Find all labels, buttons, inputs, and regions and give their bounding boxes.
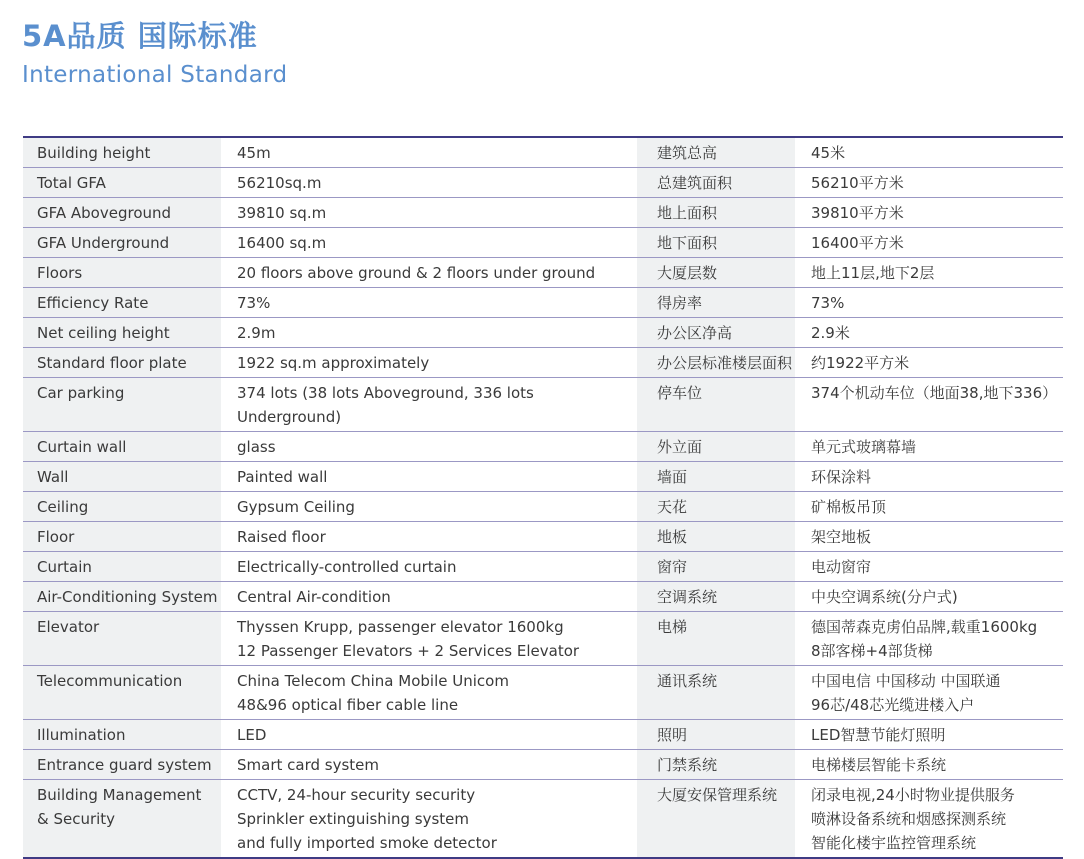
cell-label-en: GFA Underground	[23, 228, 221, 257]
cell-label-cn: 总建筑面积	[637, 168, 795, 197]
table-row	[23, 138, 1063, 168]
cell-label-en: GFA Aboveground	[23, 198, 221, 227]
cell-label-cn: 建筑总高	[637, 138, 795, 167]
header	[22, 16, 287, 91]
cell-value-cn: 德国蒂森克虏伯品牌,载重1600kg 8部客梯+4部货梯	[795, 612, 1063, 665]
table-row	[23, 198, 1063, 228]
table-row	[23, 522, 1063, 552]
cell-value-en: LED	[221, 720, 637, 749]
cell-value-en: Raised floor	[221, 522, 637, 551]
cell-value-en: Electrically-controlled curtain	[221, 552, 637, 581]
cell-label-en: Wall	[23, 462, 221, 491]
cell-value-en: 1922 sq.m approximately	[221, 348, 637, 377]
cell-label-en: Curtain wall	[23, 432, 221, 461]
table-row	[23, 258, 1063, 288]
cell-value-en: 16400 sq.m	[221, 228, 637, 257]
cell-value-cn: 地上11层,地下2层	[795, 258, 1063, 287]
cell-label-en: Curtain	[23, 552, 221, 581]
cell-label-en: Ceiling	[23, 492, 221, 521]
table-row	[23, 492, 1063, 522]
cell-value-en: China Telecom China Mobile Unicom 48&96 optical fiber cable line	[221, 666, 637, 719]
cell-value-en: 39810 sq.m	[221, 198, 637, 227]
cell-label-cn: 门禁系统	[637, 750, 795, 779]
cell-label-cn: 照明	[637, 720, 795, 749]
table-row	[23, 780, 1063, 857]
table-row	[23, 666, 1063, 720]
cell-value-cn: 矿棉板吊顶	[795, 492, 1063, 521]
cell-value-en: Painted wall	[221, 462, 637, 491]
cell-label-cn: 窗帘	[637, 552, 795, 581]
cell-value-cn: 45米	[795, 138, 1063, 167]
cell-value-cn: 2.9米	[795, 318, 1063, 347]
cell-value-en: 20 floors above ground & 2 floors under ground	[221, 258, 637, 287]
cell-value-en: 2.9m	[221, 318, 637, 347]
table-row	[23, 168, 1063, 198]
cell-value-cn: 环保涂料	[795, 462, 1063, 491]
cell-value-cn: 电动窗帘	[795, 552, 1063, 581]
cell-value-en: 73%	[221, 288, 637, 317]
cell-label-en: Telecommunication	[23, 666, 221, 719]
cell-value-cn: 中央空调系统(分户式)	[795, 582, 1063, 611]
cell-label-cn: 墙面	[637, 462, 795, 491]
cell-label-en: Illumination	[23, 720, 221, 749]
cell-value-en: Thyssen Krupp, passenger elevator 1600kg 12 Passenger Elevators + 2 Services Elevator	[221, 612, 637, 665]
table-row	[23, 552, 1063, 582]
cell-value-en: Gypsum Ceiling	[221, 492, 637, 521]
table-row	[23, 720, 1063, 750]
cell-value-en: 45m	[221, 138, 637, 167]
cell-label-en: Efficiency Rate	[23, 288, 221, 317]
cell-label-en: Building Management & Security	[23, 780, 221, 857]
table-row	[23, 612, 1063, 666]
cell-value-cn: 56210平方米	[795, 168, 1063, 197]
cell-label-cn: 地板	[637, 522, 795, 551]
cell-label-cn: 外立面	[637, 432, 795, 461]
cell-value-cn: 闭录电视,24小时物业提供服务 喷淋设备系统和烟感探测系统 智能化楼宇监控管理系统	[795, 780, 1063, 857]
cell-value-en: Central Air-condition	[221, 582, 637, 611]
table-row	[23, 582, 1063, 612]
cell-label-en: Car parking	[23, 378, 221, 431]
cell-label-cn: 大厦安保管理系统	[637, 780, 795, 857]
cell-label-en: Building height	[23, 138, 221, 167]
cell-value-cn: LED智慧节能灯照明	[795, 720, 1063, 749]
cell-label-en: Standard floor plate	[23, 348, 221, 377]
table-row	[23, 228, 1063, 258]
table-row	[23, 432, 1063, 462]
page-title: 5A品质 国际标准	[22, 19, 258, 53]
table-row	[23, 348, 1063, 378]
cell-value-en: CCTV, 24-hour security security Sprinkler extinguishing system and fully imported smoke detector	[221, 780, 637, 857]
cell-value-cn: 374个机动车位（地面38,地下336）	[795, 378, 1063, 431]
table-row	[23, 462, 1063, 492]
cell-value-cn: 16400平方米	[795, 228, 1063, 257]
cell-label-en: Floors	[23, 258, 221, 287]
cell-label-cn: 得房率	[637, 288, 795, 317]
table-row	[23, 378, 1063, 432]
cell-label-cn: 电梯	[637, 612, 795, 665]
cell-label-en: Floor	[23, 522, 221, 551]
cell-label-en: Total GFA	[23, 168, 221, 197]
cell-label-cn: 通讯系统	[637, 666, 795, 719]
cell-label-cn: 大厦层数	[637, 258, 795, 287]
cell-value-cn: 39810平方米	[795, 198, 1063, 227]
cell-value-cn: 电梯楼层智能卡系统	[795, 750, 1063, 779]
cell-label-en: Air-Conditioning System	[23, 582, 221, 611]
cell-label-cn: 办公区净高	[637, 318, 795, 347]
cell-value-en: glass	[221, 432, 637, 461]
cell-value-cn: 中国电信 中国移动 中国联通 96芯/48芯光缆进楼入户	[795, 666, 1063, 719]
table-row	[23, 750, 1063, 780]
cell-value-en: Smart card system	[221, 750, 637, 779]
cell-value-en: 374 lots (38 lots Aboveground, 336 lots Underground)	[221, 378, 637, 431]
table-row	[23, 318, 1063, 348]
cell-value-en: 56210sq.m	[221, 168, 637, 197]
cell-label-cn: 天花	[637, 492, 795, 521]
cell-value-cn: 约1922平方米	[795, 348, 1063, 377]
cell-label-en: Elevator	[23, 612, 221, 665]
cell-value-cn: 单元式玻璃幕墙	[795, 432, 1063, 461]
cell-value-cn: 架空地板	[795, 522, 1063, 551]
table-row	[23, 288, 1063, 318]
cell-label-cn: 空调系统	[637, 582, 795, 611]
cell-label-cn: 地下面积	[637, 228, 795, 257]
cell-label-cn: 地上面积	[637, 198, 795, 227]
cell-value-cn: 73%	[795, 288, 1063, 317]
cell-label-en: Entrance guard system	[23, 750, 221, 779]
cell-label-en: Net ceiling height	[23, 318, 221, 347]
cell-label-cn: 办公层标准楼层面积	[637, 348, 795, 377]
spec-table	[23, 136, 1063, 859]
cell-label-cn: 停车位	[637, 378, 795, 431]
page-subtitle: International Standard	[22, 62, 288, 88]
